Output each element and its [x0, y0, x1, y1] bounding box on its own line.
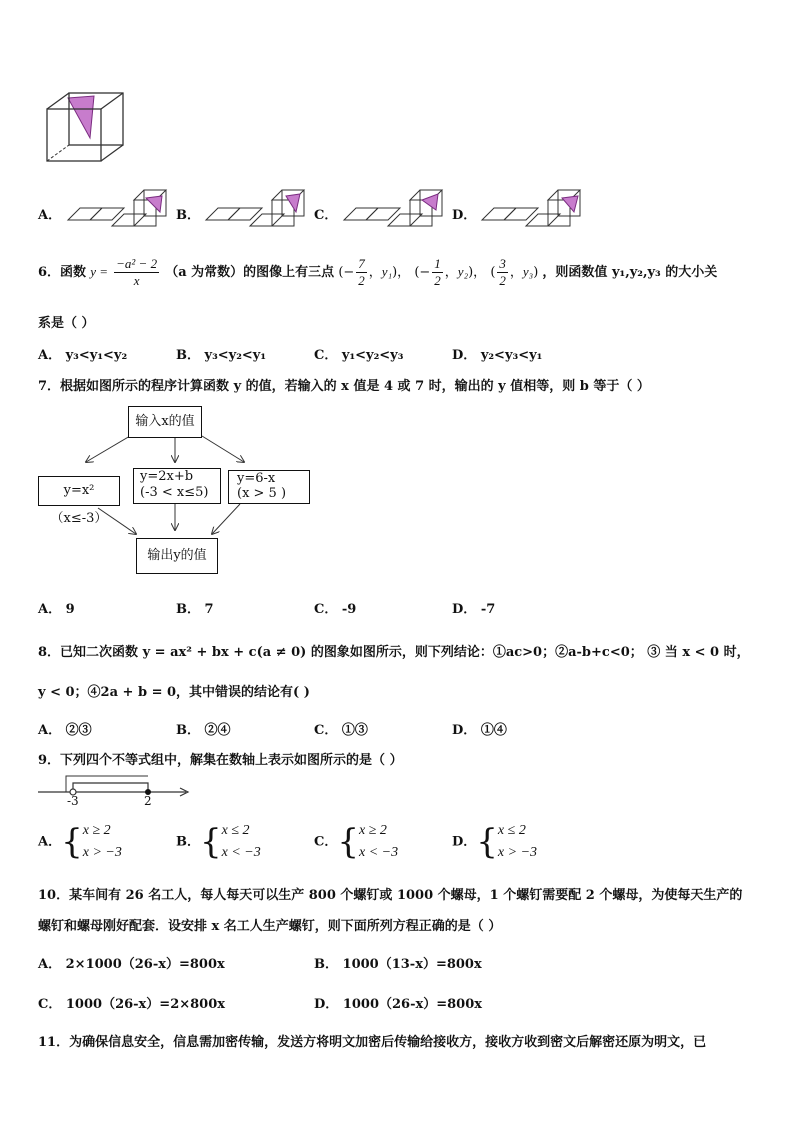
q6-p3-x: [497, 256, 508, 289]
q6-p2-num: 1: [434, 256, 441, 271]
q6-p3-y: y₃: [522, 264, 534, 279]
q6-p1-num: 7: [358, 256, 365, 271]
q8-option-b[interactable]: B． ②④: [176, 723, 231, 738]
q6-p3-den: 2: [499, 273, 506, 288]
cube-figure: [40, 88, 130, 168]
flow-left-box: y=x²（x≤-3）: [38, 476, 120, 506]
q6-p2-den: 2: [434, 273, 441, 288]
q6-option-c[interactable]: C． y₁<y₂<y₃: [314, 348, 404, 363]
axis-label-2: 2: [144, 794, 152, 808]
q10-option-c[interactable]: C． 1000（26-x）=2×800x: [38, 997, 226, 1012]
q6-mid: （a 为常数）的图像上有三点: [165, 265, 335, 280]
flow-mid-box: [133, 468, 221, 504]
q10-line1: 10．某车间有 26 名工人，每人每天可以生产 800 个螺钉或 1000 个螺母，1 个螺钉需要配 2 个螺母，为使每天生产的: [38, 888, 743, 903]
axis-label-neg3: -3: [67, 794, 79, 808]
q8-option-d[interactable]: D． ①④: [452, 723, 507, 738]
q10-option-a[interactable]: A． 2×1000（26-x）=800x: [38, 957, 225, 972]
q6-p1-x: [356, 256, 367, 289]
net-figure-a[interactable]: [62, 186, 172, 230]
q7-option-b[interactable]: B． 7: [176, 602, 214, 617]
flow-output-box: 输出y的值: [136, 538, 218, 574]
q9-option-b[interactable]: B．{ x ≤ 2 x < −3: [176, 822, 261, 862]
net-figure-b[interactable]: [200, 186, 310, 230]
flow-right-box: [228, 470, 310, 504]
q6-func-numerator: −a² − 2: [116, 256, 158, 271]
flow-input-box: 输入x的值: [128, 406, 202, 438]
flow-mid-line2: (-3 < x≤5): [140, 485, 209, 500]
q5-option-c-label[interactable]: C．: [314, 208, 338, 223]
q8-stem: 8．已知二次函数 y = ax² + bx + c(a ≠ 0) 的图象如图所示，则下列结论：①ac>0；②a-b+c<0； ③ 当 x < 0 时，: [38, 645, 750, 660]
q9-number-line: [36, 770, 196, 810]
net-figure-d[interactable]: [476, 186, 586, 230]
q5-option-b-label[interactable]: B．: [176, 208, 200, 223]
q6-p1-y: y₁: [381, 264, 393, 279]
q11-line1: 11．为确保信息安全，信息需加密传输，发送方将明文加密后传输给接收方，接收方收到密文后解密还原为明文，已: [38, 1035, 707, 1050]
q10-line2: 螺钉和螺母刚好配套．设安排 x 名工人生产螺钉，则下面所列方程正确的是（ ）: [38, 919, 502, 934]
net-figure-c[interactable]: [338, 186, 448, 230]
q6-option-b[interactable]: B． y₃<y₂<y₁: [176, 348, 267, 363]
q6-p3-num: 3: [499, 256, 506, 271]
q6-line2: 系是（ ）: [38, 316, 95, 331]
flow-right-line1: y=6-x: [237, 471, 276, 486]
q9-stem: 9．下列四个不等式组中，解集在数轴上表示如图所示的是（ ）: [38, 753, 403, 768]
q9-option-d[interactable]: D．{ x ≤ 2 x > −3: [452, 822, 538, 862]
q10-option-d[interactable]: D． 1000（26-x）=800x: [314, 997, 483, 1012]
q6-p1-den: 2: [358, 273, 365, 288]
q6-p2-x: [432, 256, 443, 289]
q7-option-c[interactable]: C． -9: [314, 602, 357, 617]
q10-option-b[interactable]: B． 1000（13-x）=800x: [314, 957, 482, 972]
q5-option-d-label[interactable]: D．: [452, 208, 477, 223]
q8-line2: y < 0；④2a + b = 0，其中错误的结论有( ): [38, 685, 310, 700]
q6-stem: 6．函数 y = $\frac{\text{−a² − 2}}{x}$ （a 为常数）的图像上有三点 (− $\frac{7}{2}$ ，y₁)， (− $\frac{1}{2}$ ，y₂)， ( $\frac{3}{2}$ ，y₃) ，则函数值 y₁,y₂,y₃ 的大小关: [38, 256, 718, 288]
q8-option-a[interactable]: A． ②③: [38, 723, 92, 738]
q6-prefix: 6．函数: [38, 265, 87, 280]
q6-suffix: ，则函数值 y₁,y₂,y₃ 的大小关: [542, 265, 718, 280]
q8-option-c[interactable]: C． ①③: [314, 723, 368, 738]
q7-stem: 7．根据如图所示的程序计算函数 y 的值，若输入的 x 值是 4 或 7 时，输出的 y 值相等，则 b 等于（ ）: [38, 379, 650, 394]
q6-func-denominator: x: [133, 273, 140, 288]
q7-option-d[interactable]: D． -7: [452, 602, 496, 617]
flow-mid-line1: y=2x+b: [140, 469, 194, 484]
q7-option-a[interactable]: A． 9: [38, 602, 75, 617]
q6-func-y: y =: [90, 264, 108, 279]
q9-option-c[interactable]: C．{ x ≥ 2 x < −3: [314, 822, 399, 862]
q6-func-fraction: [114, 256, 159, 289]
q6-option-a[interactable]: A． y₃<y₁<y₂: [38, 348, 128, 363]
flow-right-line2: (x > 5 ): [237, 486, 287, 501]
q9-option-a[interactable]: A．{ x ≥ 2 x > −3: [38, 822, 122, 862]
q5-option-a-label[interactable]: A．: [38, 208, 62, 223]
q6-option-d[interactable]: D． y₂<y₃<y₁: [452, 348, 543, 363]
q6-p2-y: y₂: [457, 264, 469, 279]
